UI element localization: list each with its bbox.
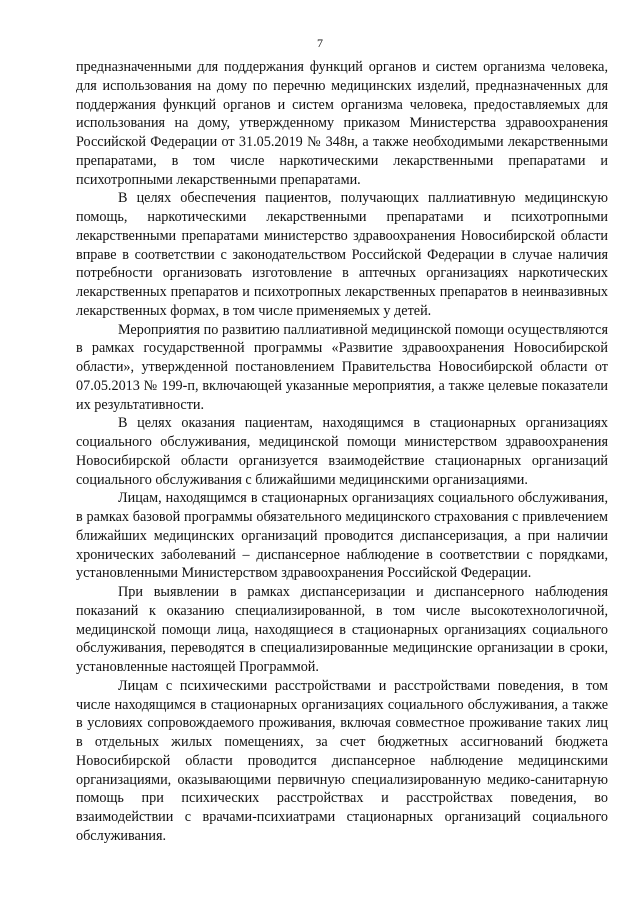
- paragraph-continuation: предназначенными для поддержания функций органов и систем организма человека, для использования на дому по перечню медицинских изделий, предназначенных для поддержания функций органов и систем организма человека, предоставляемых для использования на дому, утвержденному приказом Министерства здравоохранения Российской Федерации от 31.05.2019 № 348н, а также необходимыми лекарственными препаратами, в том числе наркотическими лекарственными препаратами и психотропными лекарственными препаратами.: [76, 59, 608, 188]
- paragraph-narcotic-drug-supply: В целях обеспечения пациентов, получающих паллиативную медицинскую помощь, наркотическими лекарственными препаратами и психотропными лекарственными препаратами министерство здравоохранения Новосибирской области вправе в соответствии с законодательством Российской Федерации в случае наличия потребности организовать изготовление в аптечных организациях наркотических лекарственных препаратов и психотропных лекарственных препаратов в неинвазивных лекарственных формах, в том числе применяемых у детей.: [76, 190, 608, 319]
- document-body: [76, 58, 608, 846]
- paragraph-palliative-program: Мероприятия по развитию паллиативной медицинской помощи осуществляются в рамках государственной программы «Развитие здравоохранения Новосибирской области», утвержденной постановлением Правительства Новосибирской области от 07.05.2013 № 199-п, включающей указанные мероприятия, а также целевые показатели их результативности.: [76, 321, 608, 413]
- paragraph-social-care-interaction: В целях оказания пациентам, находящимся в стационарных организациях социального обслуживания, медицинской помощи министерством здравоохранения Новосибирской области организуется взаимодействие стационарных организаций социального обслуживания с ближайшими медицинскими организациями.: [76, 415, 608, 488]
- paragraph-dispensary-examination: Лицам, находящимся в стационарных организациях социального обслуживания, в рамках базовой программы обязательного медицинского страхования с привлечением ближайших медицинских организаций проводится диспансеризация, а при наличии хронических заболеваний – диспансерное наблюдение в соответствии с порядками, установленными Министерством здравоохранения Российской Федерации.: [76, 490, 608, 582]
- page-number: 7: [317, 36, 323, 50]
- paragraph-mental-health-observation: Лицам с психическими расстройствами и расстройствами поведения, в том числе находящимся в стационарных организациях социального обслуживания, а также в условиях сопровождаемого проживания, включая совместное проживание таких лиц в отдельных жилых помещениях, за счет бюджетных ассигнований бюджета Новосибирской области проводится диспансерное наблюдение медицинскими организациями, оказывающими первичную специализированную медико-санитарную помощь при психических расстройствах и расстройствах поведения, во взаимодействии с врачами-психиатрами стационарных организаций социального обслуживания.: [76, 677, 608, 844]
- paragraph-specialized-care-transfer: При выявлении в рамках диспансеризации и диспансерного наблюдения показаний к оказанию специализированной, в том числе высокотехнологичной, медицинской помощи лица, находящиеся в стационарных организациях социального обслуживания, переводятся в специализированные медицинские организации в сроки, установленные настоящей Программой.: [76, 584, 608, 675]
